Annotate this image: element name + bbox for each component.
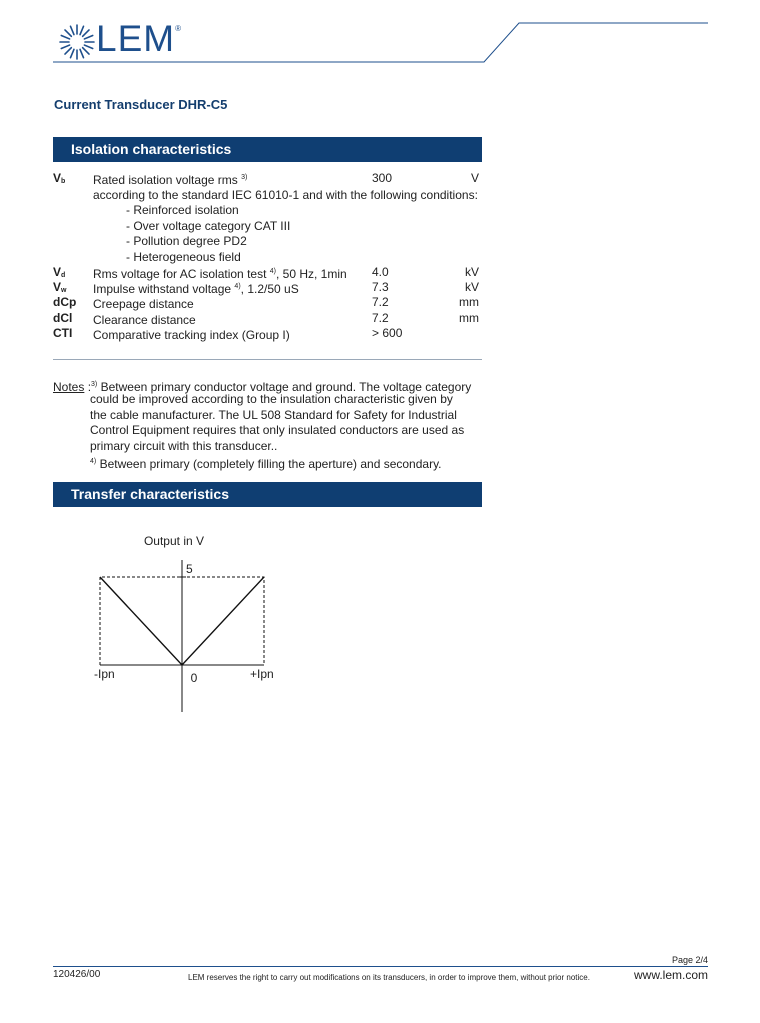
sunburst-ray [80,49,83,57]
row-description: Creepage distance [93,297,194,311]
lem-sunburst-icon [60,25,94,59]
list-item: - Over voltage category CAT III [126,218,291,233]
row-value: 7.2 [372,311,389,325]
sunburst-ray [83,48,89,54]
x-tick-label: -Ipn [94,667,115,681]
sunburst-ray [70,49,73,57]
row-value: > 600 [372,326,403,340]
row-value: 7.2 [372,295,389,309]
table-row [0,170,760,186]
table-row [0,310,760,326]
table-row [0,264,760,280]
lem-logo: LEM® [96,18,182,59]
row-unit: mm [459,311,479,325]
document-code: 120426/00 [53,969,101,980]
sunburst-ray [70,26,73,34]
row-description: Clearance distance [93,313,196,327]
page-title: Current Transducer DHR-C5 [54,97,228,112]
row-symbol: dCl [53,311,73,325]
row-unit: kV [464,280,479,294]
list-item: - Pollution degree PD2 [126,234,247,248]
table-row [0,279,760,295]
section-divider [53,359,482,360]
row-symbol: CTI [53,326,73,340]
footer-disclaimer: LEM reserves the right to carry out modifications on its transducers, in order to improve them, without prior notice. [188,973,590,982]
page-number: Page 2/4 [671,955,708,965]
list-item: - Heterogeneous field [126,249,241,264]
row-unit: kV [464,265,479,279]
symbol-subscript: b [61,178,66,185]
chart-title: Output in V [143,534,205,548]
row-unit: mm [459,295,479,309]
row-description: Impulse withstand voltage $^{4)}$, 1.2/50 uS [93,282,299,296]
y-tick-label: 5 [186,562,193,576]
row-value: 300 [372,171,393,185]
row-symbol: V [53,280,62,294]
x-tick-label: 0 [190,671,198,685]
sunburst-ray [84,35,92,38]
isolation-heading: Isolation characteristics [53,137,482,162]
row-description: Rated isolation voltage rms $^{3)}$ [93,173,248,187]
sunburst-ray [61,45,69,48]
notes-label: Notes [53,380,85,394]
list-item: - Reinforced isolation [126,203,239,217]
sunburst-ray [80,26,83,34]
symbol-subscript: d [61,272,66,279]
sunburst-ray [65,30,71,36]
row-value: 7.3 [372,280,389,294]
website-link[interactable]: www.lem.com [633,968,708,982]
row-symbol: dCp [53,295,77,309]
sunburst-ray [84,45,92,48]
row-symbol: V [53,265,62,279]
row-symbol: V [53,171,62,185]
table-row [0,294,760,310]
row-description: Rms voltage for AC isolation test $^{4)}$, 50 Hz, 1min [93,267,347,281]
transfer-heading: Transfer characteristics [53,482,482,507]
conditions-intro: according to the standard IEC 61010-1 and with the following conditions: [93,188,478,202]
row-unit: V [470,171,479,185]
x-tick-label: +Ipn [250,667,274,681]
symbol-subscript: w [61,287,67,294]
row-value: 4.0 [372,265,389,279]
table-row [0,325,760,341]
sunburst-ray [65,48,71,54]
sunburst-ray [83,30,89,36]
sunburst-ray [61,35,69,38]
row-description: Comparative tracking index (Group I) [93,328,290,342]
transfer-chart [80,525,290,720]
footer-rule [53,966,708,967]
